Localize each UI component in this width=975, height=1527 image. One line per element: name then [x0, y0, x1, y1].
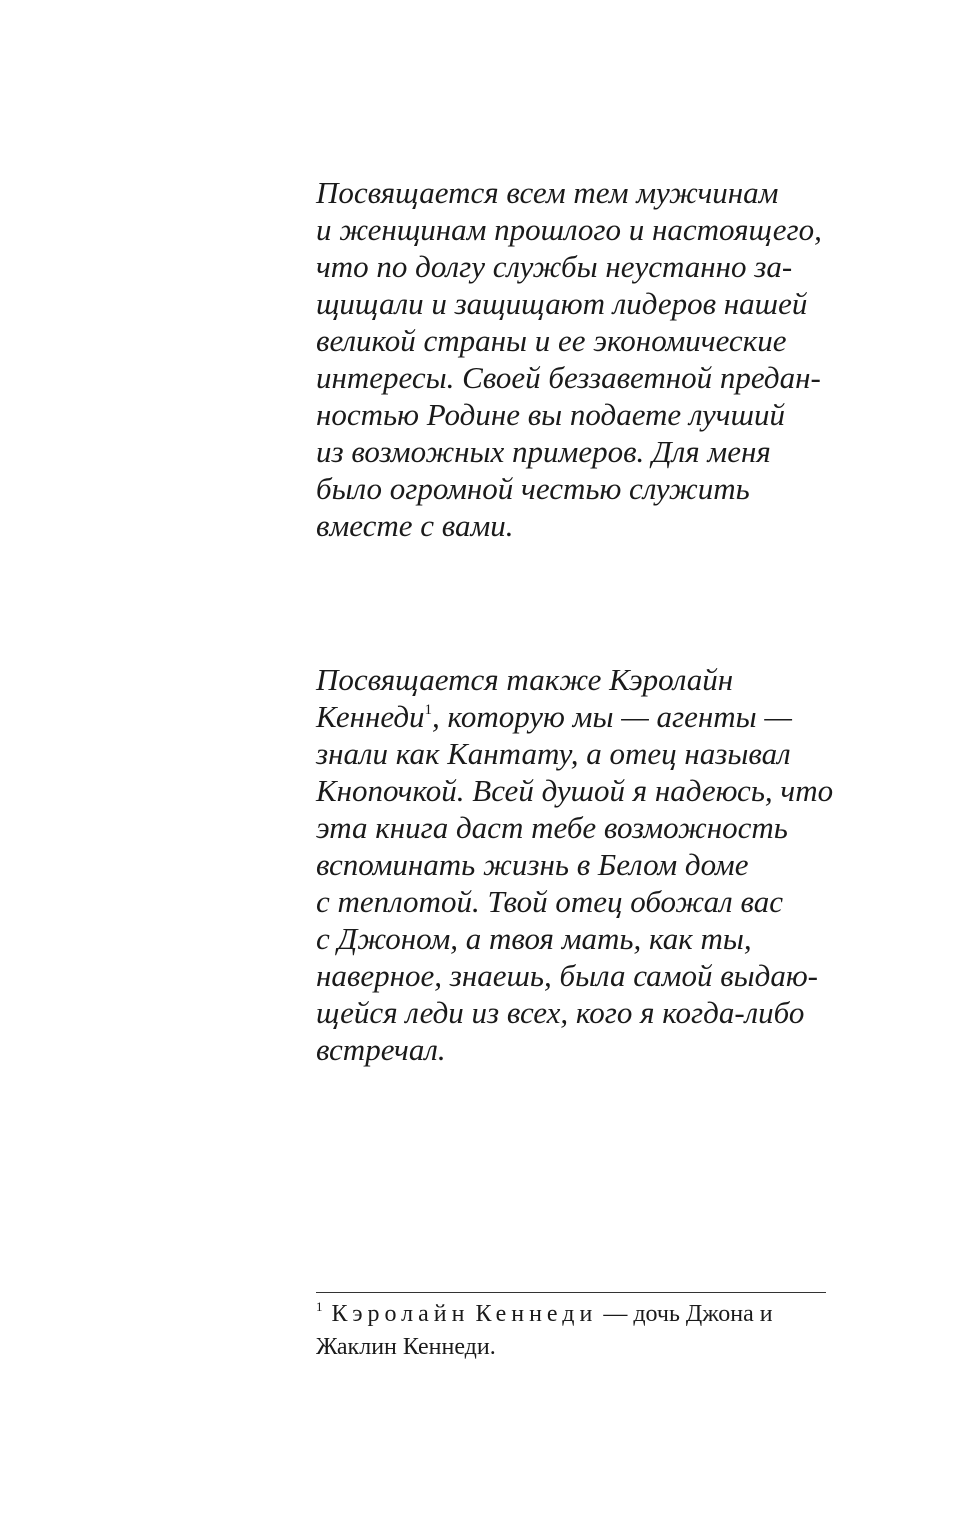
dedication-paragraph-1 [316, 174, 822, 544]
footnote-line-1 [316, 1298, 826, 1331]
dedication-line: Посвящается всем тем мужчинам [316, 175, 779, 210]
dedication-line: интересы. Своей беззаветной предан- [316, 360, 821, 395]
dedication-line: щейся леди из всех, кого я когда-либо [316, 995, 805, 1030]
dedication-line: встречал. [316, 1032, 446, 1067]
dedication-line: из возможных примеров. Для меня [316, 434, 771, 469]
dedication-text: , которую мы — агенты — [432, 699, 792, 734]
footnote-number: 1 [316, 1299, 328, 1314]
footnote-word: Кеннеди [475, 1301, 598, 1327]
dedication-paragraph-2 [316, 661, 833, 1068]
footnote-line-2: Жаклин Кеннеди. [316, 1334, 496, 1360]
footnote [316, 1298, 826, 1364]
dedication-line: и женщинам прошлого и настоящего, [316, 212, 822, 247]
dedication-line: Кнопочкой. Всей душой я надеюсь, что [316, 773, 834, 808]
footnote-reference[interactable]: 1 [424, 702, 432, 718]
footnote-divider [316, 1292, 826, 1293]
dedication-line: что по долгу службы неустанно за- [316, 249, 793, 284]
dedication-line: с теплотой. Твой отец обожал вас [316, 884, 783, 919]
dedication-line: было огромной честью служить [316, 471, 750, 506]
dedication-line: вместе с вами. [316, 508, 514, 543]
dedication-line: с Джоном, а твоя мать, как ты, [316, 921, 752, 956]
dedication-line: наверное, знаешь, была самой выдаю- [316, 958, 819, 993]
dedication-line: ностью Родине вы подаете лучший [316, 397, 785, 432]
dedication-line: эта книга даст тебе возможность [316, 810, 788, 845]
dedication-line: великой страны и ее экономические [316, 323, 787, 358]
dedication-text: Кеннеди [316, 699, 425, 734]
dedication-line-with-footnote [316, 698, 833, 735]
dedication-line: знали как Кантату, а отец называл [316, 736, 791, 771]
footnote-word: $^1$ Кэролайн [316, 1299, 470, 1327]
dedication-line: щищали и защищают лидеров нашей [316, 286, 808, 321]
dedication-line: вспоминать жизнь в Белом доме [316, 847, 749, 882]
dedication-line: Посвящается также Кэролайн [316, 662, 734, 697]
footnote-word: — дочь Джона и [603, 1301, 773, 1327]
